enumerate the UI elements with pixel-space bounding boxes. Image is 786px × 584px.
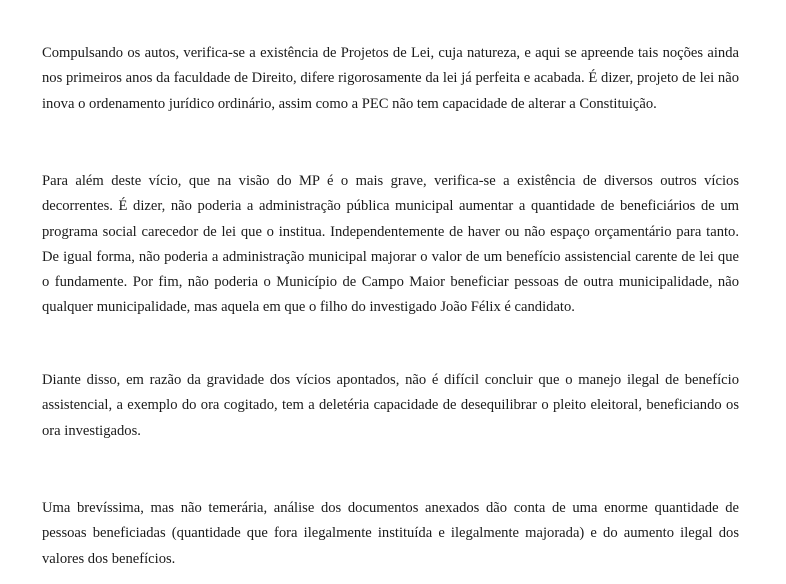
paragraph-vicios-decorrentes: Para além deste vício, que na visão do MP é o mais grave, verifica-se a existência de diversos outros vícios decorrentes. É dizer, não poderia a administração pública municipal aumentar a quantidade de beneficiários de um programa social carecedor de lei que o institua. Independentemente de haver ou não espaço orçamentário para tanto. De igual forma, não poderia a administração municipal majorar o valor de um benefício assistencial carente de lei que o fundamente. Por fim, não poderia o Município de Campo Maior beneficiar pessoas de outra municipalidade, não qualquer municipalidade, mas aquela em que o filho do investigado João Félix é candidato. [42,173,739,316]
paragraph-analise-dos-documentos: Uma brevíssima, mas não temerária, análise dos documentos anexados dão conta de uma enorme quantidade de pessoas beneficiadas (quantidade que fora ilegalmente instituída e ilegalmente majorada) e do aumento ilegal dos valores dos benefícios. [42,500,739,567]
paragraph-gravidade-dos-vicios: Diante disso, em razão da gravidade dos vícios apontados, não é difícil concluir que o manejo ilegal de benefício assistencial, a exemplo do ora cogitado, tem a deletéria capacidade de desequilibrar o pleito eleitoral, beneficiando os ora investigados. [42,372,739,439]
paragraph-projetos-de-lei: Compulsando os autos, verifica-se a existência de Projetos de Lei, cuja natureza, e aqui se apreende tais noções ainda nos primeiros anos da faculdade de Direito, difere rigorosamente da lei já perfeita e acabada. É dizer, projeto de lei não inova o ordenamento jurídico ordinário, assim como a PEC não tem capacidade de alterar a Constituição. [42,45,739,112]
